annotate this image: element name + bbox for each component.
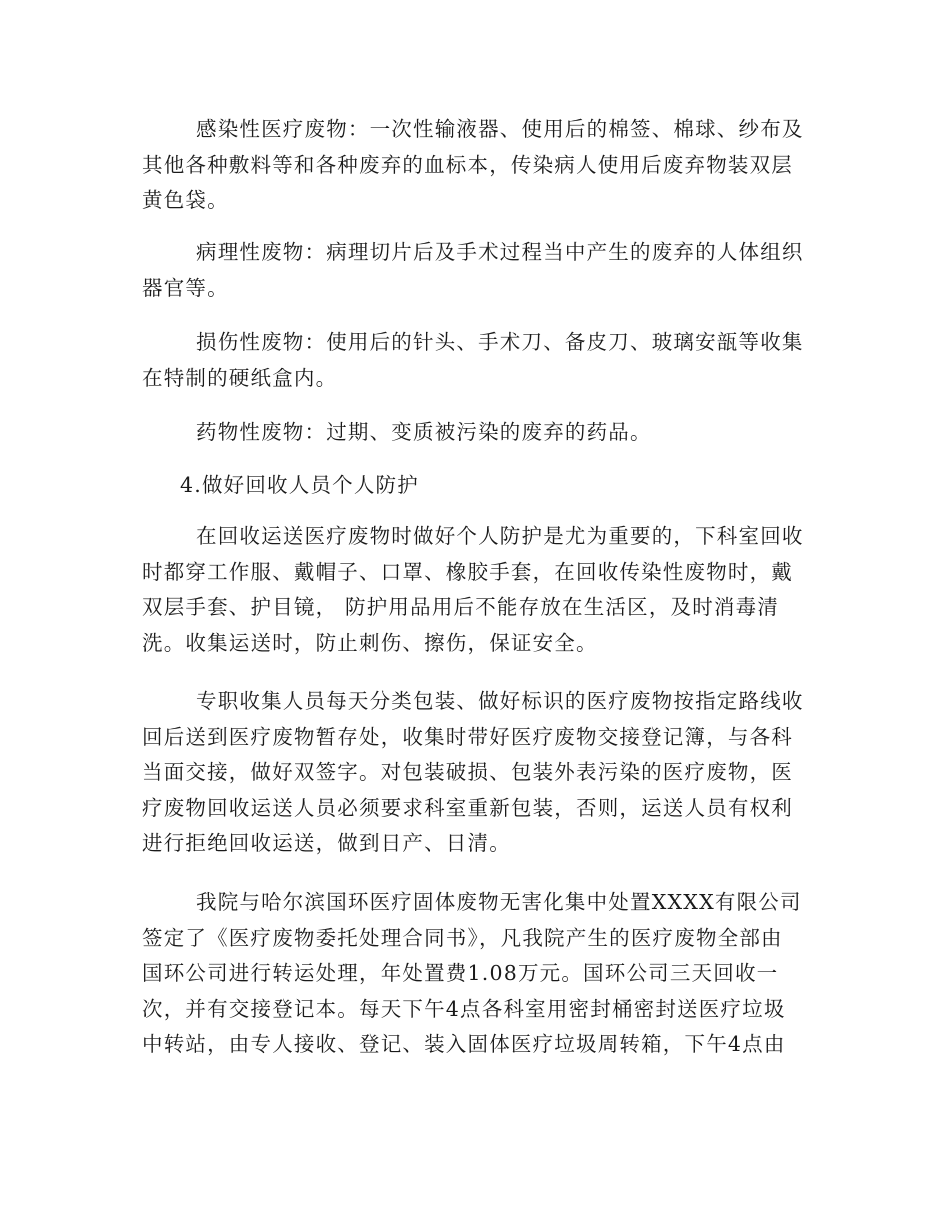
paragraph-line: 当面交接，做好双签字。对包装破损、包装外表污染的医疗废物，医 (142, 760, 793, 784)
paragraph-line: 感染性医疗废物：一次性输液器、使用后的棉签、棉球、纱布及 (196, 117, 804, 141)
paragraph-line: 双层手套、护目镜， 防护用品用后不能存放在生活区，及时消毒清 (142, 595, 780, 619)
paragraph-line: 专职收集人员每天分类包装、做好标识的医疗废物按指定路线收 (196, 689, 804, 713)
paragraph-line: 黄色袋。 (142, 188, 229, 212)
paragraph-line: 器官等。 (142, 275, 229, 300)
paragraph-line: 洗。收集运送时，防止刺伤、擦伤，保证安全。 (142, 630, 598, 655)
paragraph-line: 其他各种敷料等和各种废弃的血标本，传染病人使用后废弃物装双层 (142, 152, 793, 177)
paragraph-line: 回后送到医疗废物暂存处，收集时带好医疗废物交接登记簿，与各科 (142, 724, 793, 749)
paragraph-line: 次，并有交接登记本。每天下午4点各科室用密封桶密封送医疗垃圾 (142, 996, 786, 1021)
paragraph-line: 药物性废物：过期、变质被污染的废弃的药品。 (196, 420, 652, 444)
paragraph-line: 中转站，由专人接收、登记、装入固体医疗垃圾周转箱，下午4点由 (142, 1032, 786, 1056)
paragraph-line: 时都穿工作服、戴帽子、口罩、橡胶手套，在回收传染性废物时，戴 (142, 559, 793, 584)
paragraph-personal-protection (142, 519, 810, 661)
section-heading (142, 468, 810, 504)
paragraph-infectious-waste (142, 112, 810, 219)
paragraph-line: 在特制的硬纸盒内。 (142, 365, 338, 390)
paragraph-line: 病理性废物：病理切片后及手术过程当中产生的废弃的人体组织 (196, 240, 804, 264)
paragraph-line: 损伤性废物：使用后的针头、手术刀、备皮刀、玻璃安瓿等收集 (196, 330, 804, 354)
section-heading-text: 4.做好回收人员个人防护 (180, 473, 419, 497)
paragraph-contract-disposal (142, 885, 810, 1063)
paragraph-collection-procedure (142, 684, 810, 862)
paragraph-pathological-waste (142, 235, 810, 306)
paragraph-line: 疗废物回收运送人员必须要求科室重新包装，否则，运送人员有权利 (142, 795, 793, 820)
paragraph-line: 在回收运送医疗废物时做好个人防护是尤为重要的，下科室回收 (196, 524, 804, 548)
paragraph-line: 我院与哈尔滨国环医疗固体废物无害化集中处置XXXX有限公司 (196, 890, 802, 914)
paragraph-pharmaceutical-waste (142, 415, 810, 451)
paragraph-injurious-waste (142, 325, 810, 396)
paragraph-line: 进行拒绝回收运送，做到日产、日清。 (142, 831, 511, 855)
paragraph-line: 国环公司进行转运处理，年处置费1.08万元。国环公司三天回收一 (142, 961, 779, 985)
paragraph-line: 签定了《医疗废物委托处理合同书》，凡我院产生的医疗废物全部由 (142, 925, 783, 950)
